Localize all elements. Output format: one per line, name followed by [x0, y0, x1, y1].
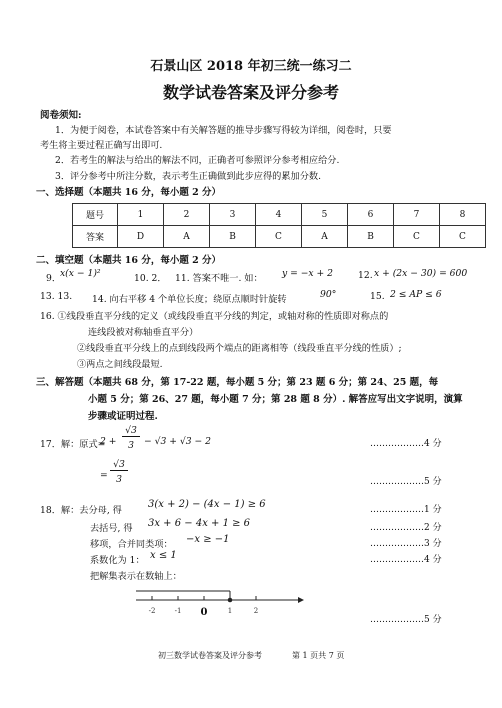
table-cell: 1: [118, 204, 164, 226]
table-header-cell: 答案: [73, 226, 118, 248]
document-title: 数学试卷答案及评分参考: [162, 83, 339, 102]
solution-endpoint-dot: [228, 598, 233, 603]
q18-label: 18．解：去分母, 得: [40, 505, 122, 516]
q17-result-den: 3: [116, 474, 122, 485]
notes-heading: 阅卷须知:: [40, 110, 82, 121]
tick-label: -2: [148, 607, 156, 615]
footer-title: 初三数学试卷答案及评分参考: [158, 651, 262, 660]
q15-label: 15.: [370, 291, 385, 302]
q17-term-2: 2 +: [100, 436, 117, 447]
tick-label: 1: [227, 607, 233, 615]
answer-table: [72, 203, 486, 248]
q12-answer: x + (2x − 30) = 600: [374, 268, 468, 279]
q17-label: 17．解：原式=: [40, 439, 106, 450]
table-cell: 4: [256, 204, 302, 226]
q18-step-2: 去括号, 得: [90, 523, 133, 534]
q14-label: 14. 向右平移 4 个单位长度；绕原点顺时针旋转: [92, 294, 287, 305]
table-cell: 2: [164, 204, 210, 226]
q18-score-1: ………………1 分: [370, 505, 442, 515]
q18-eq-4: x ≤ 1: [150, 550, 177, 561]
table-cell: B: [348, 226, 394, 248]
arrow-right-icon: [298, 597, 304, 603]
note-2: 2．若考生的解法与给出的解法不同，正确者可参照评分参考相应给分.: [55, 155, 340, 166]
number-line: [132, 586, 304, 620]
q18-eq-2: 3x + 6 − 4x + 1 ≥ 6: [148, 518, 251, 529]
q9-answer: x(x − 1)²: [60, 268, 101, 279]
q18-eq-3: −x ≥ −1: [186, 534, 230, 545]
q16-line-1: 16. ①线段垂直平分线的定义（或线段垂直平分线的判定，或轴对称的性质即对称点的: [40, 311, 389, 322]
section-3-heading-2: 小题 5 分；第 26、27 题，每小题 7 分；第 28 题 8 分）. 解答应写出文字说明，演算: [88, 394, 463, 405]
section-3-heading-3: 步骤或证明过程.: [88, 411, 158, 422]
q17-fraction-num: √3: [122, 425, 140, 437]
exam-title: 石景山区 2018 年初三统一练习二: [150, 59, 352, 74]
q18-step-4: 系数化为 1：: [90, 555, 145, 566]
q17-equals: =: [100, 470, 108, 481]
q11-label: 11. 答案不唯一. 如：: [175, 273, 263, 284]
table-cell: 8: [440, 204, 486, 226]
q16-line-2: 连线段被对称轴垂直平分）: [88, 327, 199, 338]
table-cell: A: [164, 226, 210, 248]
q18-step-5: 把解集表示在数轴上：: [90, 571, 182, 582]
tick-label: 0: [200, 607, 208, 618]
table-cell: 3: [210, 204, 256, 226]
section-3-heading-1: 三、解答题（本题共 68 分，第 17-22 题，每小题 5 分；第 23 题 6 分；第 24、25 题，每: [36, 377, 439, 388]
tick-label: 2: [253, 607, 259, 615]
q17-rest: − √3 + √3 − 2: [144, 436, 211, 447]
section-2-heading: 二、填空题（本题共 16 分，每小题 2 分）: [36, 255, 222, 266]
table-cell: 6: [348, 204, 394, 226]
q16-line-4: ③两点之间线段最短.: [77, 359, 163, 370]
table-cell: C: [256, 226, 302, 248]
table-header-cell: 题号: [73, 204, 118, 226]
note-1-line-2: 考生将主要过程正确写出即可.: [40, 140, 163, 151]
q18-score-2: ………………2 分: [370, 523, 442, 533]
table-cell: A: [302, 226, 348, 248]
q17-fraction-den: 3: [128, 440, 134, 451]
q10: 10. 2．: [134, 273, 167, 284]
table-cell: 5: [302, 204, 348, 226]
q18-score-4: ………………4 分: [370, 555, 442, 565]
table-cell: B: [210, 226, 256, 248]
table-cell: 7: [394, 204, 440, 226]
section-1-heading: 一、选择题（本题共 16 分，每小题 2 分）: [36, 187, 222, 198]
tick-label: -1: [174, 607, 182, 615]
table-cell: C: [394, 226, 440, 248]
q17-score-2: ………………5 分: [370, 477, 442, 487]
q15-answer: 2 ≤ AP ≤ 6: [390, 289, 442, 300]
table-cell: C: [440, 226, 486, 248]
q14-answer: 90°: [320, 289, 337, 300]
q18-score-5: ………………5 分: [370, 615, 442, 625]
q13: 13. 13.: [40, 291, 73, 302]
q18-step-3: 移项，合并同类项：: [90, 539, 173, 550]
table-row: [73, 204, 486, 226]
q18-score-3: ………………3 分: [370, 539, 442, 549]
q17-result-num: √3: [110, 459, 128, 471]
page-number: 第 1 页共 7 页: [292, 651, 345, 660]
q11-answer: y = −x + 2: [282, 268, 333, 279]
table-row: [73, 226, 486, 248]
q17-score-1: ………………4 分: [370, 439, 442, 449]
q9-label: 9．: [46, 273, 62, 284]
q18-eq-1: 3(x + 2) − (4x − 1) ≥ 6: [148, 499, 266, 510]
note-1-line-1: 1．为便于阅卷，本试卷答案中有关解答题的推导步骤写得较为详细，阅卷时，只要: [55, 125, 392, 136]
q12-label: 12.: [358, 270, 373, 281]
note-3: 3．评分参考中所注分数，表示考生正确做到此步应得的累加分数.: [55, 171, 322, 182]
table-cell: D: [118, 226, 164, 248]
q16-line-3: ②线段垂直平分线上的点到线段两个端点的距离相等（线段垂直平分线的性质）;: [77, 343, 402, 354]
